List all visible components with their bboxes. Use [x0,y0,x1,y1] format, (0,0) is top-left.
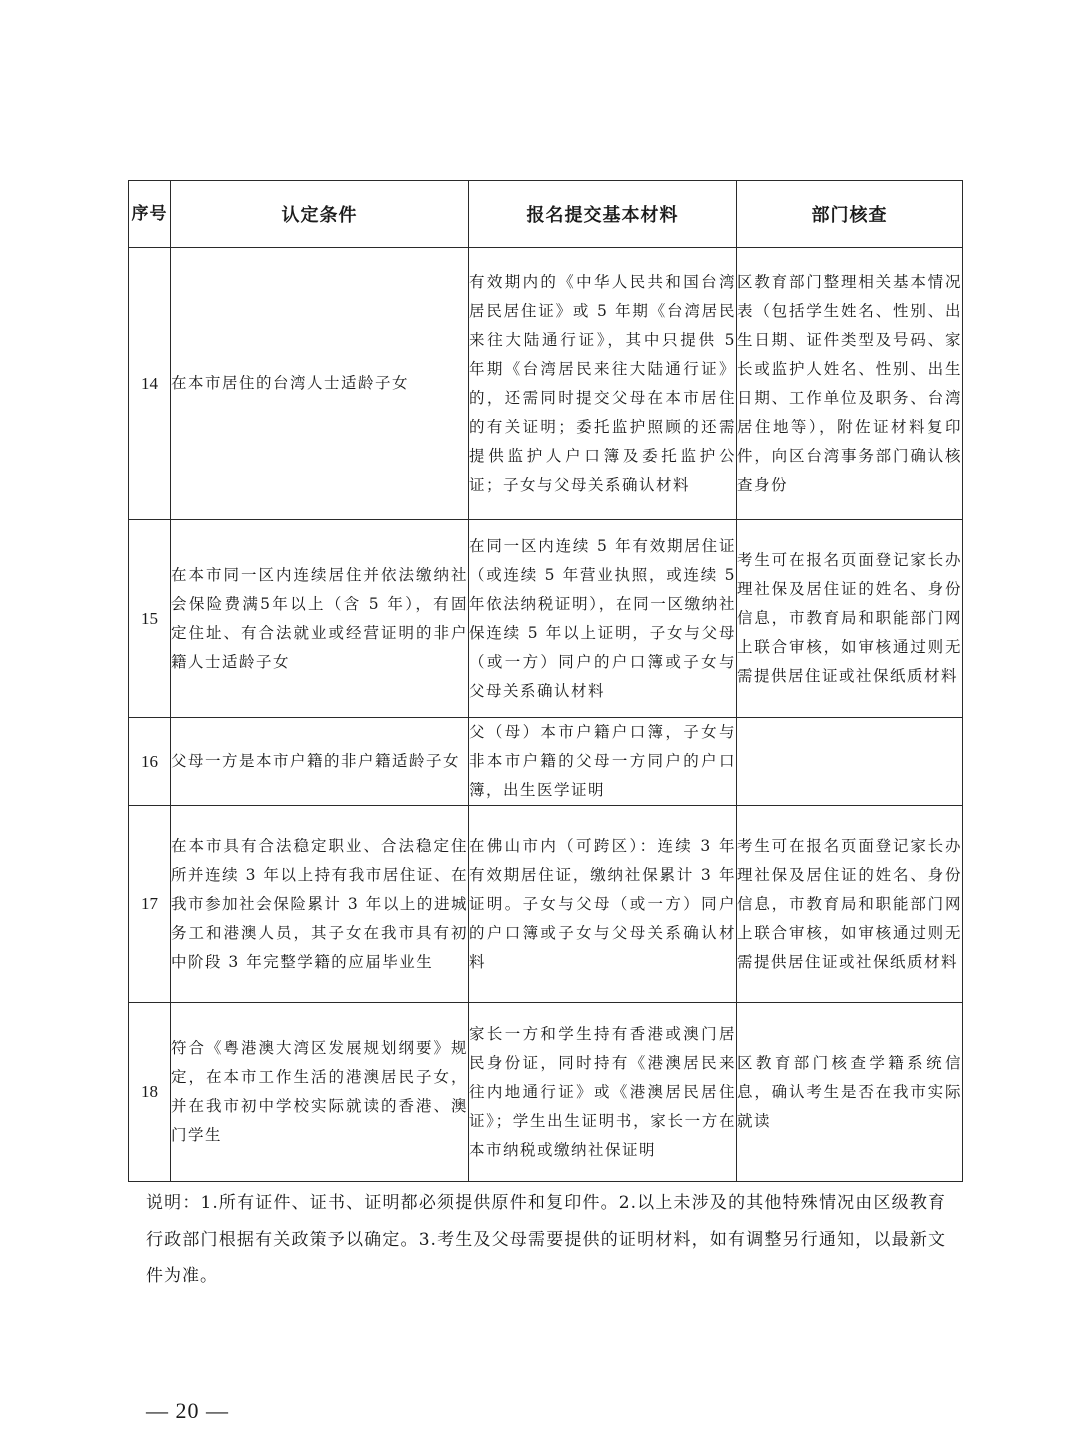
materials-cell: 家长一方和学生持有香港或澳门居民身份证，同时持有《港澳居民来往内地通行证》或《港澳居民居住证》；学生出生证明书，家长一方在本市纳税或缴纳社保证明 [469,1003,737,1182]
header-department-check: 部门核查 [737,181,963,248]
materials-cell: 在佛山市内（可跨区）：连续 3 年有效期居住证，缴纳社保累计 3 年证明。子女与父母（或一方）同户的户口簿或子女与父母关系确认材料 [469,806,737,1003]
table-row [129,718,963,806]
explanatory-note: 说明：1.所有证件、证书、证明都必须提供原件和复印件。2.以上未涉及的其他特殊情况由区级教育行政部门根据有关政策予以确定。3.考生及父母需要提供的证明材料，如有调整另行通知，以最新文件为准。 [146,1193,946,1286]
materials-cell: 在同一区内连续 5 年有效期居住证（或连续 5 年营业执照，或连续 5 年依法纳税证明），在同一区缴纳社保连续 5 年以上证明，子女与父母（或一方）同户的户口簿或子女与父母关系确认材料 [469,520,737,718]
row-number: 15 [129,520,171,718]
page-number: — 20 — [146,1398,229,1423]
check-cell: 区教育部门整理相关基本情况表（包括学生姓名、性别、出生日期、证件类型及号码、家长或监护人姓名、性别、出生日期、工作单位及职务、台湾居住地等），附佐证材料复印件，向区台湾事务部门确认核查身份 [737,248,963,520]
materials-cell: 父（母）本市户籍户口簿，子女与非本市户籍的父母一方同户的户口簿，出生医学证明 [469,718,737,806]
check-cell [737,718,963,806]
condition-cell: 在本市同一区内连续居住并依法缴纳社会保险费满5年以上（含 5 年），有固定住址、有合法就业或经营证明的非户籍人士适龄子女 [171,520,469,718]
condition-cell: 符合《粤港澳大湾区发展规划纲要》规定，在本市工作生活的港澳居民子女，并在我市初中学校实际就读的香港、澳门学生 [171,1003,469,1182]
check-cell: 考生可在报名页面登记家长办理社保及居住证的姓名、身份信息，市教育局和职能部门网上联合审核，如审核通过则无需提供居住证或社保纸质材料 [737,520,963,718]
eligibility-table [128,180,963,1182]
row-number: 17 [129,806,171,1003]
table-row [129,248,963,520]
condition-cell: 在本市具有合法稳定职业、合法稳定住所并连续 3 年以上持有我市居住证、在我市参加社会保险累计 3 年以上的进城务工和港澳人员，其子女在我市具有初中阶段 3 年完整学籍的应届毕业生 [171,806,469,1003]
condition-cell: 在本市居住的台湾人士适龄子女 [171,248,469,520]
header-serial-number: 序号 [129,181,171,248]
check-cell: 区教育部门核查学籍系统信息，确认考生是否在我市实际就读 [737,1003,963,1182]
header-materials: 报名提交基本材料 [469,181,737,248]
header-condition: 认定条件 [171,181,469,248]
table-row [129,520,963,718]
materials-cell: 有效期内的《中华人民共和国台湾居民居住证》或 5 年期《台湾居民来往大陆通行证》，其中只提供 5 年期《台湾居民来往大陆通行证》的，还需同时提交父母在本市居住的有关证明；委托监护照顾的还需提供监护人户口簿及委托监护公证；子女与父母关系确认材料 [469,248,737,520]
table-row [129,1003,963,1182]
table-row [129,806,963,1003]
check-cell: 考生可在报名页面登记家长办理社保及居住证的姓名、身份信息，市教育局和职能部门网上联合审核，如审核通过则无需提供居住证或社保纸质材料 [737,806,963,1003]
table-header-row [129,181,963,248]
row-number: 18 [129,1003,171,1182]
condition-cell: 父母一方是本市户籍的非户籍适龄子女 [171,718,469,806]
row-number: 16 [129,718,171,806]
row-number: 14 [129,248,171,520]
